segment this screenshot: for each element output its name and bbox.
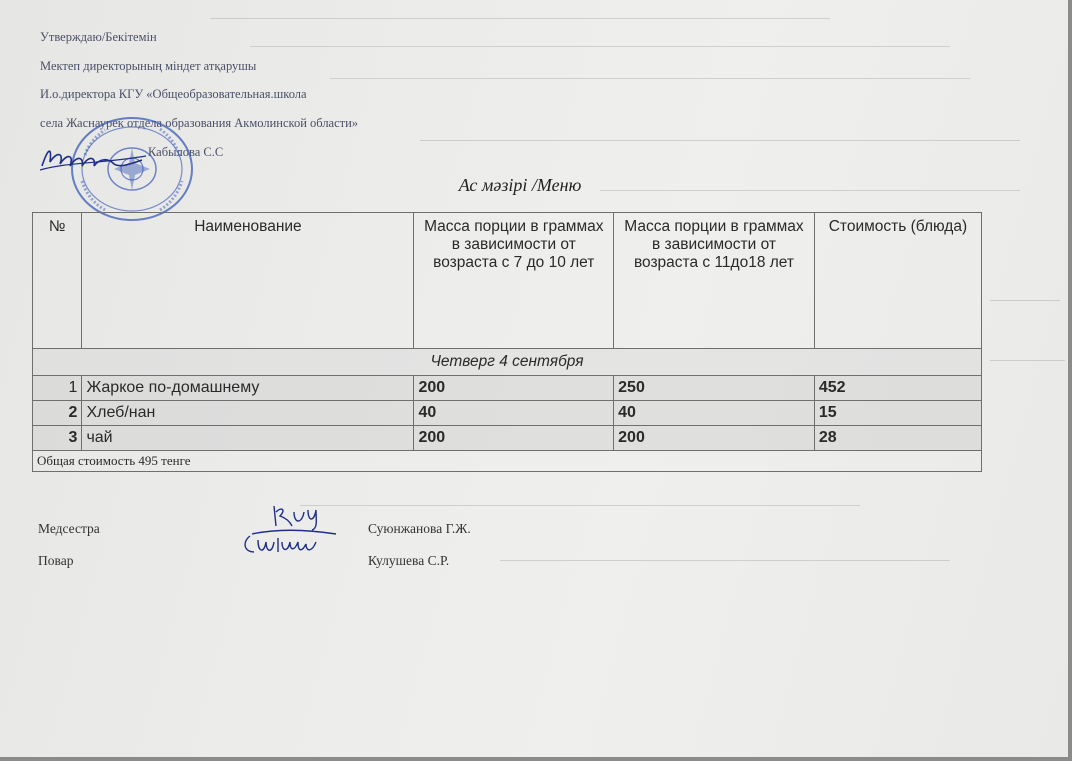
approval-label: Утверждаю/Бекітемін (40, 30, 157, 44)
cook-role: Повар (38, 553, 74, 568)
acting-director-ru: И.о.директора КГУ «Общеобразовательная.школа (40, 87, 307, 101)
mass-7-10: 40 (414, 401, 614, 426)
dish-cost: 28 (814, 426, 981, 451)
school-director-kz: Мектеп директорының міндет атқарушы (40, 59, 257, 73)
column-mass-11-18: Масса порции в граммах в зависимости от возраста с 11до18 лет (614, 213, 815, 349)
mass-11-18: 200 (614, 426, 815, 451)
total-row (33, 451, 982, 472)
dish-name: Жаркое по-домашнему (82, 376, 414, 401)
director-signature-icon (38, 140, 150, 174)
row-number: 1 (33, 376, 82, 401)
cook-name: Кулушева С.Р. (368, 553, 450, 568)
column-cost: Стоимость (блюда) (814, 213, 981, 349)
director-name: Кабылова С.С (148, 145, 224, 159)
mass-7-10: 200 (414, 376, 614, 401)
column-mass-7-10: Масса порции в граммах в зависимости от возраста с 7 до 10 лет (414, 213, 614, 349)
cook-signature-icon (240, 528, 340, 562)
dish-name: чай (82, 426, 414, 451)
column-name: Наименование (82, 213, 414, 349)
dish-name: Хлеб/нан (82, 401, 414, 426)
table-row (33, 401, 982, 426)
mass-11-18: 250 (614, 376, 815, 401)
dish-cost: 15 (814, 401, 981, 426)
row-number: 2 (33, 401, 82, 426)
total-cost: Общая стоимость 495 тенге (33, 451, 982, 472)
row-number: 3 (33, 426, 82, 451)
dish-cost: 452 (814, 376, 981, 401)
menu-table (32, 212, 982, 472)
nurse-role: Медсестра (38, 521, 100, 536)
mass-7-10: 200 (414, 426, 614, 451)
column-number: № (33, 213, 82, 349)
mass-11-18: 40 (614, 401, 815, 426)
school-department: села Жаснаурек отдела образования Акмолинской области» (40, 116, 359, 130)
day-label: Четверг 4 сентября (33, 349, 982, 376)
table-row (33, 376, 982, 401)
menu-title: Ас мәзірі /Меню (458, 175, 582, 195)
table-row (33, 426, 982, 451)
day-row (33, 349, 982, 376)
table-header-row (33, 213, 982, 349)
nurse-name: Суюнжанова Г.Ж. (368, 521, 471, 536)
